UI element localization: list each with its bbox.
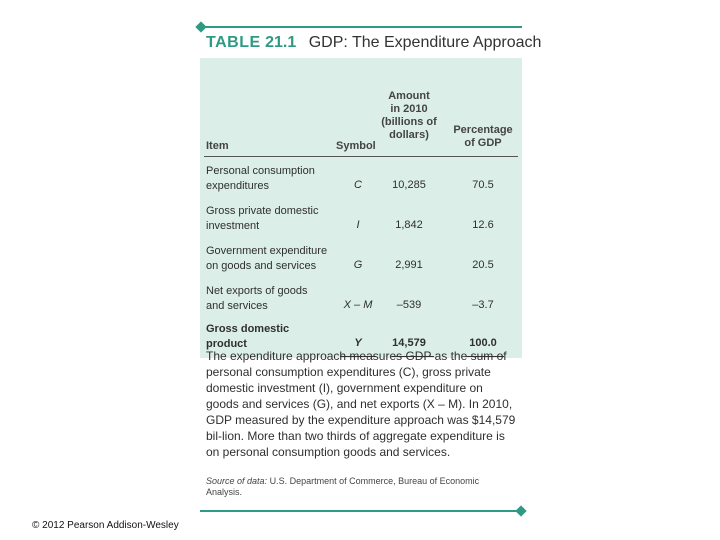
row-percentage: 70.5 [472,179,494,191]
row-item: Personal consumption expenditures [206,165,315,192]
header-percentage: Percentage of GDP [453,124,513,149]
row-symbol: G [353,259,363,271]
copyright-notice: © 2012 Pearson Addison-Wesley [32,520,179,531]
source-label: Source of data: [206,476,268,486]
row-percentage: 20.5 [472,259,494,271]
table-row [200,202,522,236]
row-amount: 10,285 [392,179,426,191]
bottom-rule [200,510,522,512]
header-divider [204,156,518,157]
header-item: Item [206,140,229,152]
row-item: Gross private domestic investment [206,205,319,232]
row-symbol: I [356,219,360,231]
source-note [206,476,516,498]
row-symbol: Y [354,337,362,349]
header-amount: Amount in 2010 (billions of dollars) [381,90,437,141]
table-row [200,282,522,316]
row-symbol: C [354,179,362,191]
source-text: U.S. Department of Commerce, Bureau of Economic Analysis. [206,476,480,497]
row-item: Net exports of goods and services [206,285,308,312]
table-number: 21.1 [265,34,297,51]
row-percentage: 12.6 [472,219,494,231]
row-item: Gross domestic product [206,323,290,350]
table-row [200,162,522,196]
row-amount: –539 [396,299,422,311]
row-percentage: 100.0 [469,337,497,349]
row-amount: 1,842 [395,219,423,231]
row-percentage: –3.7 [472,299,494,311]
table-title [206,34,541,52]
table-panel [200,58,522,358]
row-item: Government expenditure on goods and services [206,245,328,272]
table-description: The expenditure approach measures GDP as the sum of personal consumption expenditures (C), gross private domestic investment (I), government expenditure on goods and services (G), and net exports (X – M). In 2010, GDP measured by the expenditure approach was $14,579 bil-lion. More than two thirds of aggregate expenditure is on personal consumption goods and services. [206,349,516,459]
row-amount: 2,991 [395,259,423,271]
row-amount: 14,579 [392,337,426,349]
table-card [200,28,542,510]
row-symbol: X – M [343,299,373,311]
table-row [200,242,522,276]
header-symbol: Symbol [336,140,376,152]
table-label: TABLE [206,34,261,51]
table-name: GDP: The Expenditure Approach [308,34,542,51]
